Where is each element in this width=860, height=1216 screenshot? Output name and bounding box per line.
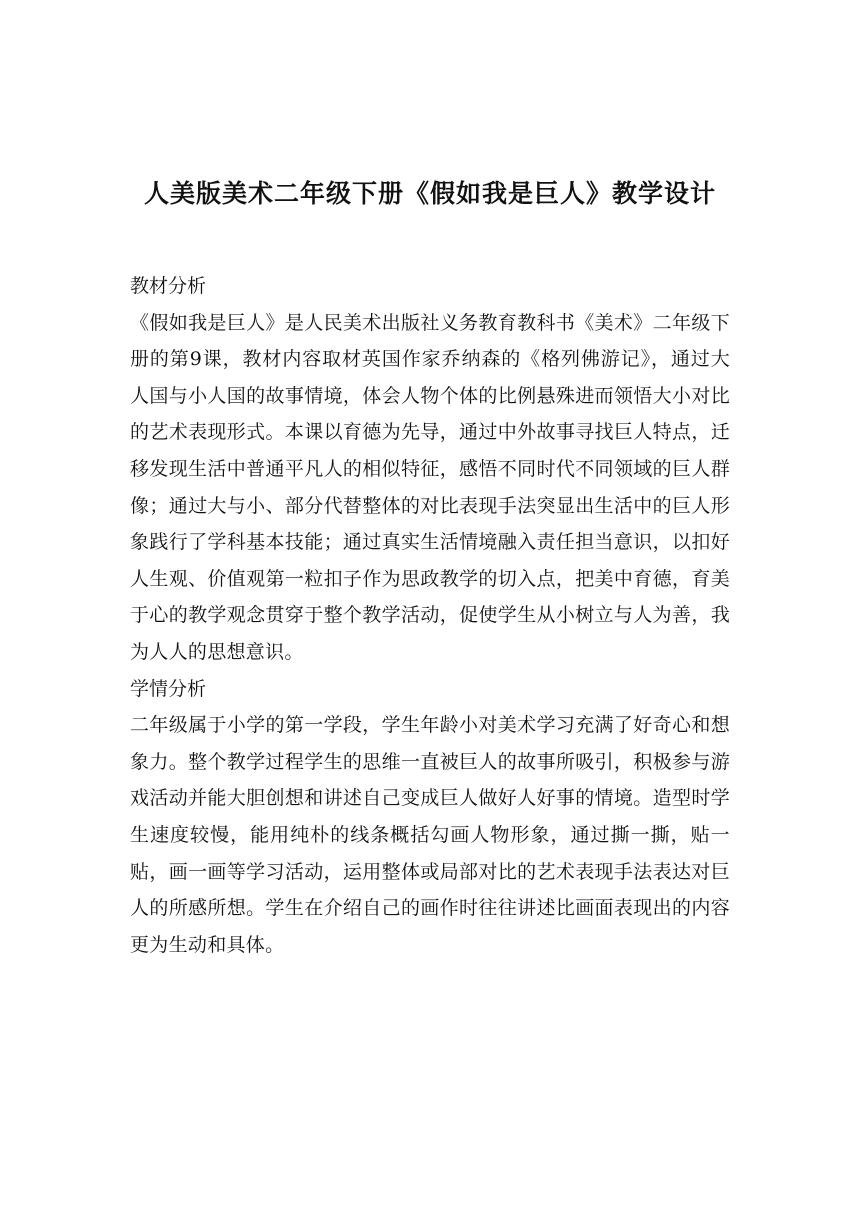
section-textbook-analysis <box>130 268 730 671</box>
section-student-analysis <box>130 671 730 964</box>
document-body <box>130 268 730 963</box>
section-heading: 教材分析 <box>130 275 207 297</box>
document-title: 人美版美术二年级下册《假如我是巨人》教学设计 <box>143 179 716 208</box>
section-paragraph: 二年级属于小学的第一学段，学生年龄小对美术学习充满了好奇心和想象力。整个教学过程学生的思维一直被巨人的故事所吸引，积极参与游戏活动并能大胆创想和讲述自己变成巨人做好人好事的情境。造型时学生速度较慢，能用纯朴的线条概括勾画人物形象，通过撕一撕，贴一贴，画一画等学习活动，运用整体或局部对比的艺术表现手法表达对巨人的所感所想。学生在介绍自己的画作时往往讲述比画面表现出的内容更为生动和具体。 <box>130 714 730 956</box>
section-paragraph: 《假如我是巨人》是人民美术出版社义务教育教科书《美术》二年级下册的第9课，教材内容取材英国作家乔纳森的《格列佛游记》，通过大人国与小人国的故事情境，体会人物个体的比例悬殊进而领悟大小对比的艺术表现形式。本课以育德为先导，通过中外故事寻找巨人特点，迁移发现生活中普通平凡人的相似特征，感悟不同时代不同领域的巨人群像；通过大与小、部分代替整体的对比表现手法突显出生活中的巨人形象践行了学科基本技能；通过真实生活情境融入责任担当意识，以扣好人生观、价值观第一粒扣子作为思政教学的切入点，把美中育德，育美于心的教学观念贯穿于整个教学活动，促使学生从小树立与人为善，我为人人的思想意识。 <box>130 311 730 663</box>
section-heading: 学情分析 <box>130 677 207 700</box>
